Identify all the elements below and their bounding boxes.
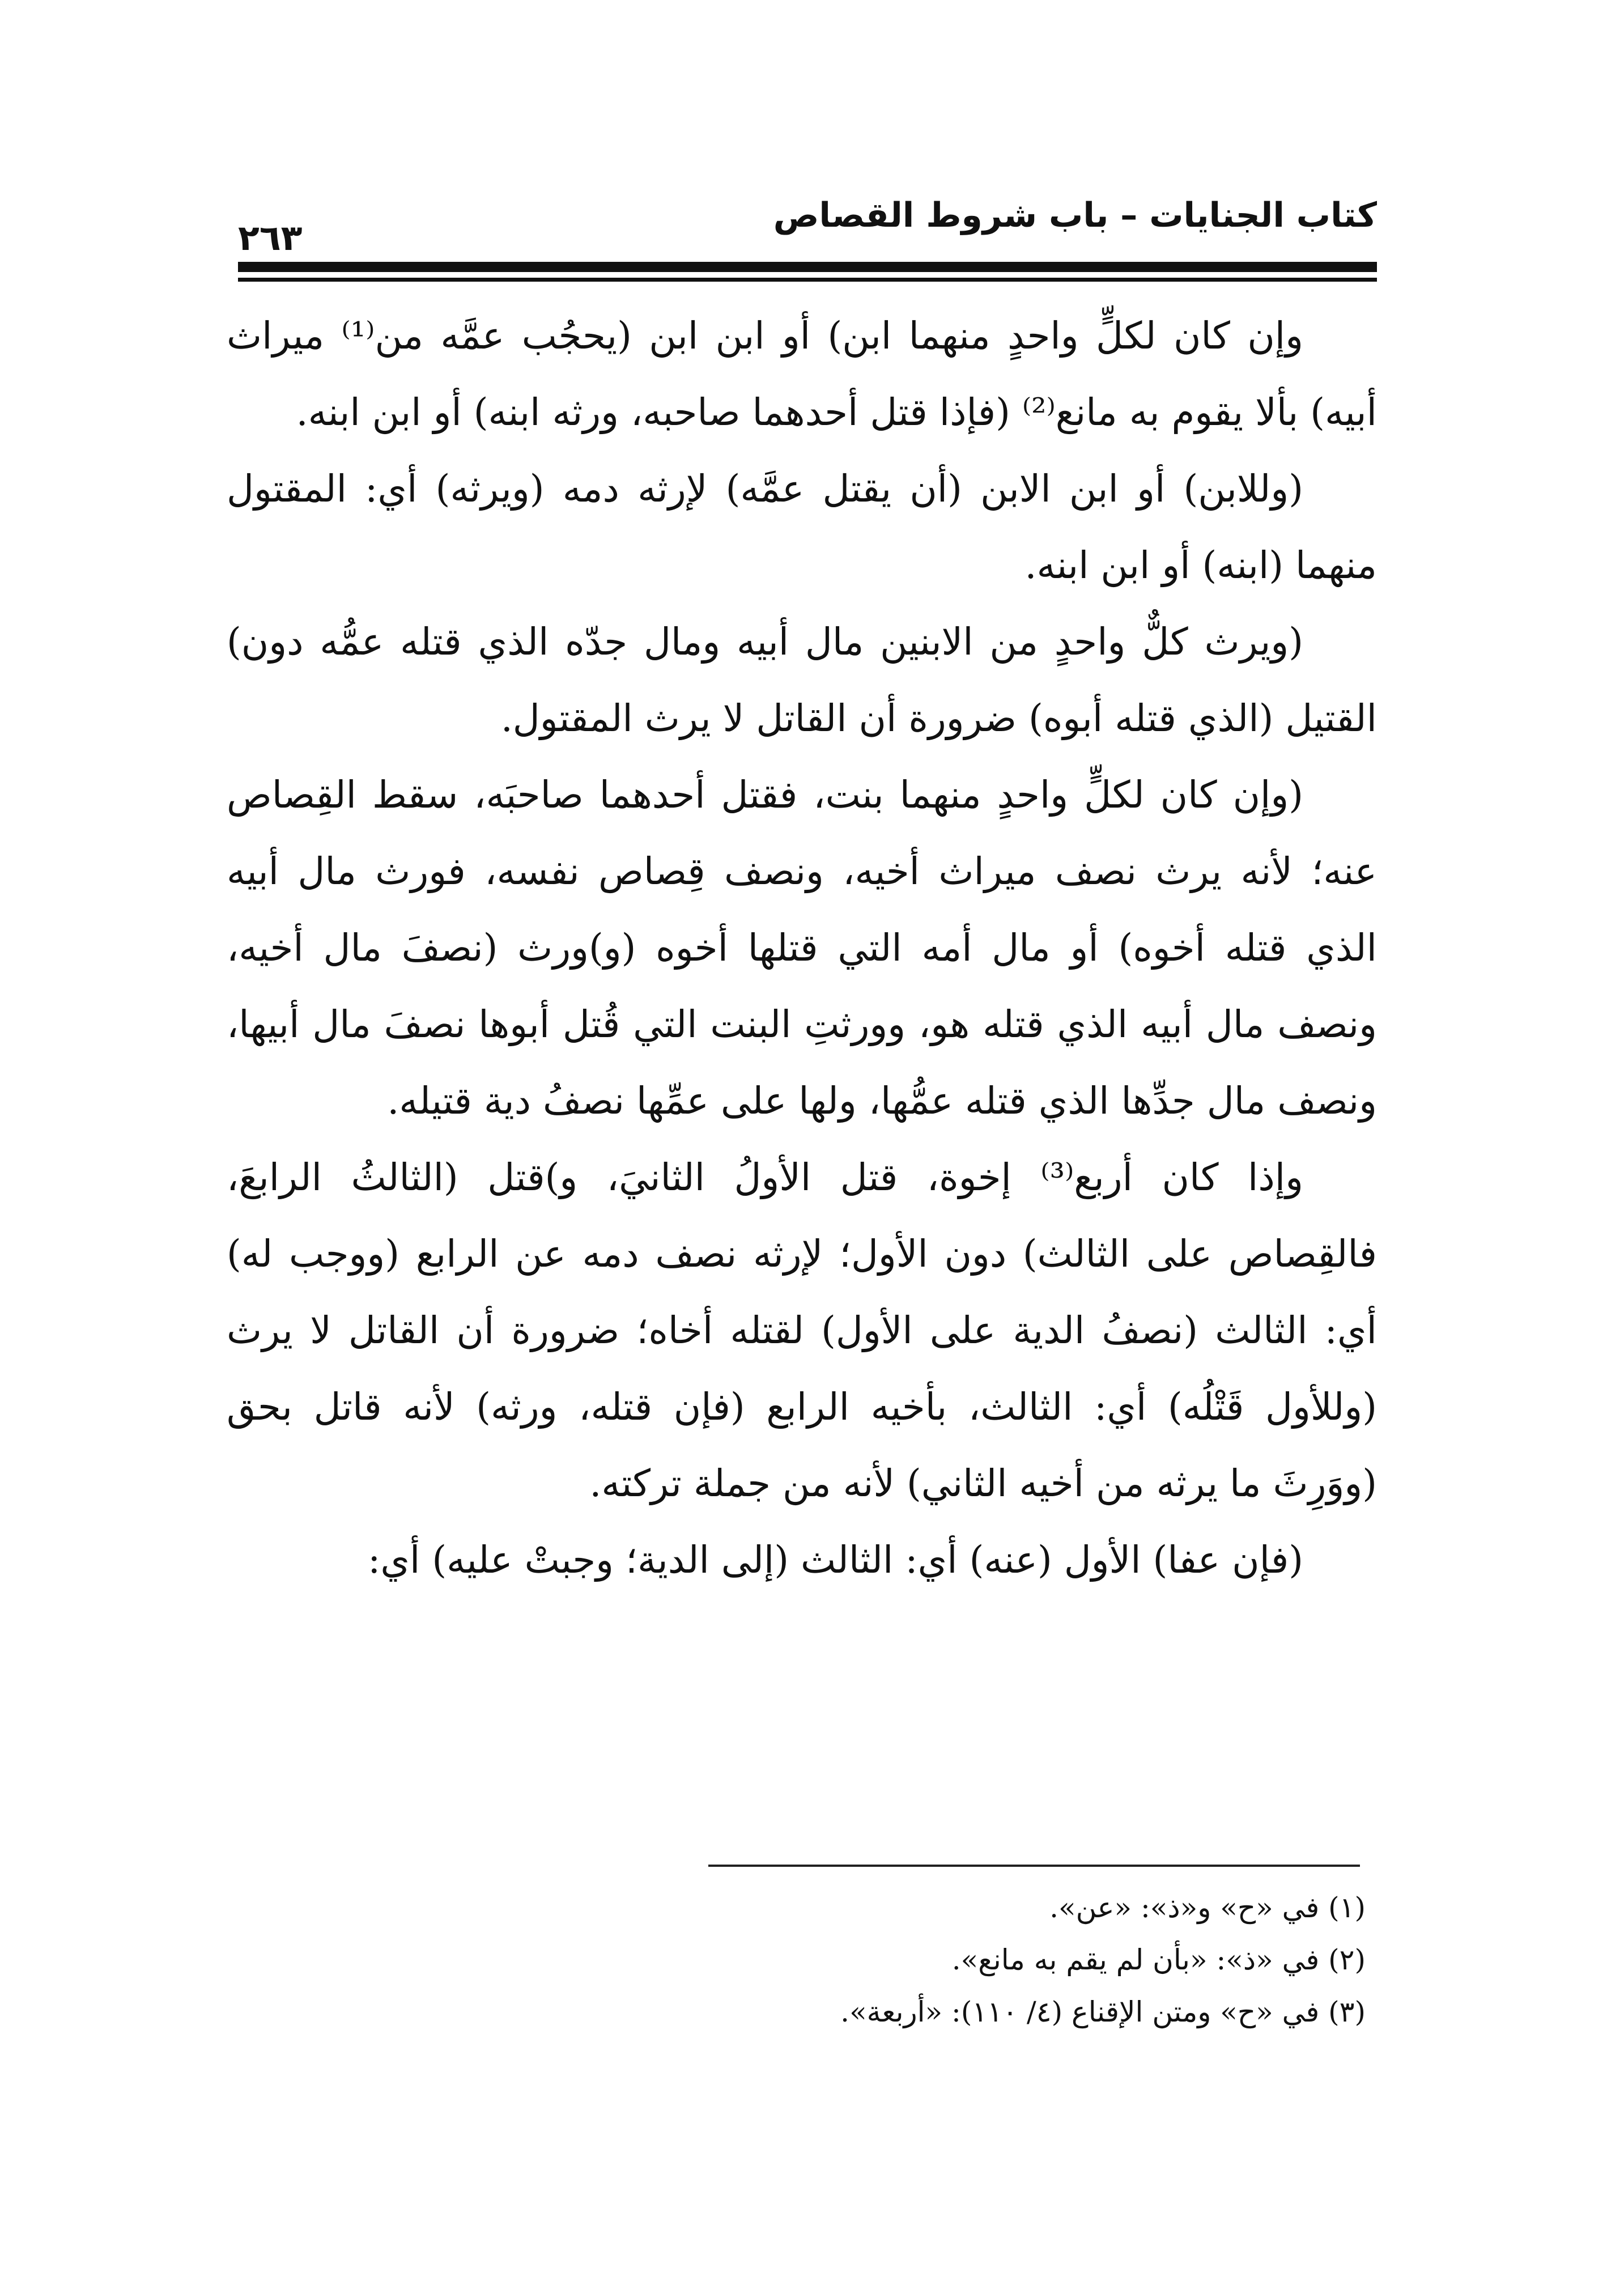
header-rule-thick — [238, 262, 1377, 272]
paragraph: وإذا كان أربع⁽³⁾ إخوة، قتل الأولُ الثانيَ، و)قتل (الثالثُ الرابعَ، فالقِصاص على الثالث) دون الأول؛ لإرثه نصف دمه عن الرابع (ووجب له) أي: الثالث (نصفُ الدية على الأول) لقتله أخاه؛ ضرورة أن القاتل لا يرث (وللأول قَتْلُه) أي: الثالث، بأخيه الرابع (فإن قتله، ورثه) لأنه قاتل بحق (ووَرِثَ ما يرثه من أخيه الثاني) لأنه من جملة تركته. — [227, 1156, 1377, 1505]
paragraph: (وللابن) أو ابن الابن (أن يقتل عمَّه) لإرثه دمه (ويرثه) أي: المقتول منهما (ابنه) أو ابن ابنه. — [227, 467, 1377, 587]
page-number: ٢٦٣ — [238, 217, 303, 258]
footnote-separator — [708, 1865, 1360, 1867]
header-rule-thin — [238, 278, 1377, 282]
paragraph: (وإن كان لكلٍّ واحدٍ منهما بنت، فقتل أحدهما صاحبَه، سقط القِصاص عنه؛ لأنه يرث نصف ميراث أخيه، ونصف قِصاص نفسه، فورث مال أبيه الذي قتله أخوه) أو مال أمه التي قتلها أخوه (و)ورث (نصفَ مال أخيه، ونصف مال أبيه الذي قتله هو، وورثتِ البنت التي قُتل أبوها نصفَ مال أبيها، ونصف مال جدِّها الذي قتله عمُّها، ولها على عمِّها نصفُ دية قتيله. — [227, 773, 1377, 1123]
footnote: (١) في «ح» و«ذ»: «عن». — [1049, 1891, 1366, 1924]
paragraph: (فإن عفا) الأول (عنه) أي: الثالث (إلى الدية؛ وجبتْ عليه) أي: — [368, 1538, 1303, 1582]
footnote: (٣) في «ح» ومتن الإقناع (٤/ ١١٠): «أربعة». — [840, 1995, 1366, 2028]
footnotes — [340, 1882, 1366, 2038]
footnote: (٢) في «ذ»: «بأن لم يقم به مانع». — [951, 1943, 1366, 1976]
paragraph: وإن كان لكلٍّ واحدٍ منهما ابن) أو ابن ابن (يحجُب عمَّه من⁽¹⁾ ميراث أبيه) بألا يقوم به مانع⁽²⁾ (فإذا قتل أحدهما صاحبه، ورثه ابنه) أو ابن ابنه. — [227, 314, 1377, 434]
paragraph: (ويرث كلٌّ واحدٍ من الابنين مال أبيه ومال جدّه الذي قتله عمُّه دون) القتيل (الذي قتله أبوه) ضرورة أن القاتل لا يرث المقتول. — [227, 620, 1377, 740]
main-text — [227, 298, 1377, 1598]
running-title: كتاب الجنايات – باب شروط القصاص — [773, 196, 1377, 235]
